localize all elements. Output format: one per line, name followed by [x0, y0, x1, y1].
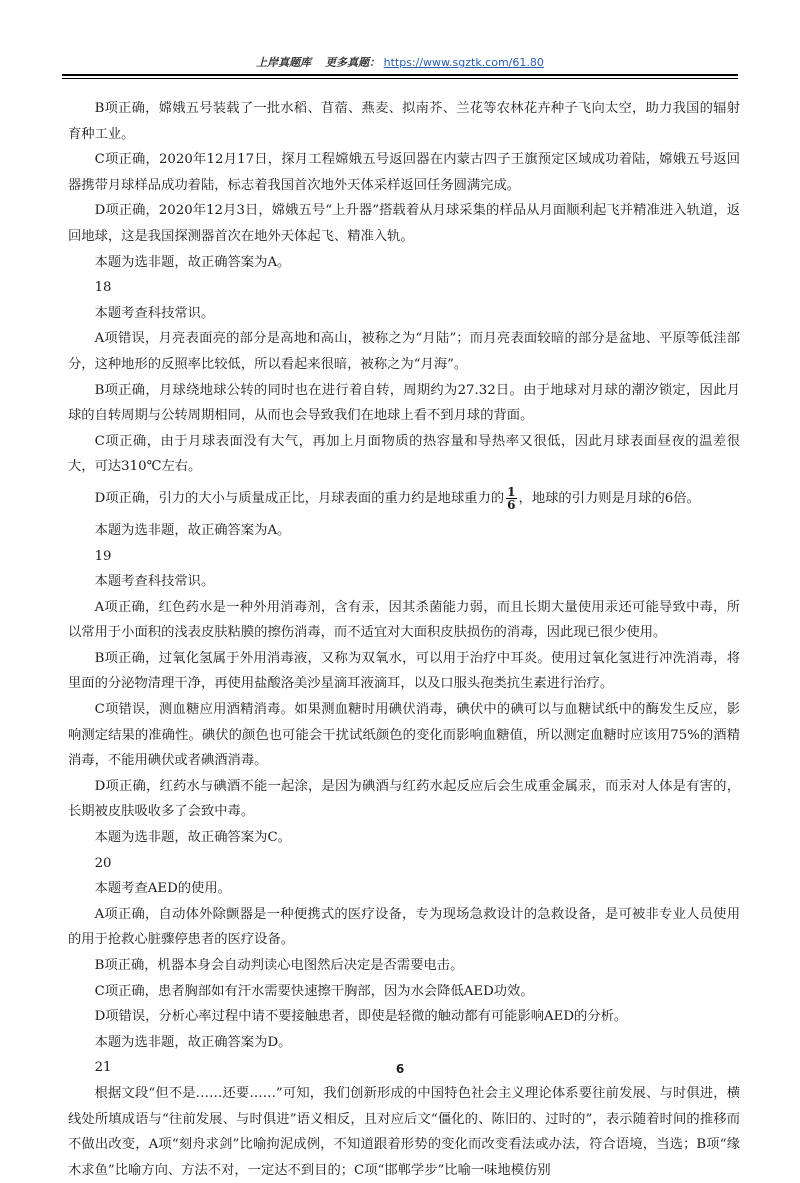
paragraph: B项正确，机器本身会自动判读心电图然后决定是否需要电击。 [94, 958, 464, 973]
paragraph: C项正确，由于月球表面没有大气，再加上月面物质的热容量和导热率又很低，因此月球表面昼夜的温差很大，可达310℃左右。 [68, 433, 740, 475]
fraction-numerator: 1 [507, 484, 516, 499]
question-number: 19 [94, 548, 112, 564]
header-rule-thick [62, 74, 738, 76]
paragraph: A项正确，红色药水是一种外用消毒剂，含有汞，因其杀菌能力弱，而且长期大量使用汞还可能导致中毒，所以常用于小面积的浅表皮肤粘膜的擦伤消毒，而不适宜对大面积皮肤损伤的消毒，因此现已很少使用。 [68, 599, 740, 641]
paragraph-with-fraction [68, 480, 740, 518]
fraction-text-after: ，地球的引力则是月球的6倍。 [518, 490, 700, 506]
paragraph: D项正确，红药水与碘酒不能一起涂，是因为碘酒与红药水起反应后会生成重金属汞，而汞对人体是有害的，长期被皮肤吸收多了会致中毒。 [68, 778, 740, 820]
paragraph: A项正确，自动体外除颤器是一种便携式的医疗设备，专为现场急救设计的急救设备，是可被非专业人员使用的用于抢救心脏骤停患者的医疗设备。 [68, 906, 740, 948]
more-questions-label: 更多真题： [325, 56, 381, 69]
paragraph: B项正确，月球绕地球公转的同时也在进行着自转，周期约为27.32日。由于地球对月球的潮汐锁定，因此月球的自转周期与公转周期相同，从而也会导致我们在地球上看不到月球的背面。 [68, 382, 740, 424]
paragraph: 本题考查科技常识。 [94, 574, 215, 590]
question-number: 21 [94, 1060, 112, 1076]
paragraph: 根据文段“但不是……还要……”可知，我们创新形成的中国特色社会主义理论体系要往前发展、与时俱进，横线处所填成语与“往前发展、与时俱进”语义相反，且对应后文“僵化的、陈旧的、过时的”，表示随着时间的推移而不做出改变，A项“刻舟求剑”比喻拘泥成例，不知道跟着形势的变化而改变看法或办法，符合语境，当选；B项“缘木求鱼”比喻方向、方法不对，一定达不到目的；C项“邯郸学步”比喻一味地模仿别 [68, 1085, 740, 1178]
fraction-denominator: 6 [507, 497, 516, 512]
paragraph: 本题为选非题，故正确答案为D。 [94, 1034, 292, 1050]
paragraph: 本题为选非题，故正确答案为A。 [94, 522, 291, 538]
page-header [0, 54, 800, 70]
question-number: 18 [94, 280, 112, 296]
paragraph: D项错误，分析心率过程中请不要接触患者，即使是轻微的触动都有可能影响AED的分析。 [94, 1009, 628, 1025]
fraction-text-before: D项正确，引力的大小与质量成正比，月球表面的重力约是地球重力的 [94, 490, 505, 506]
paragraph: 本题考查AED的使用。 [94, 881, 231, 897]
paragraph: A项错误，月亮表面亮的部分是高地和高山，被称之为“月陆”；而月亮表面较暗的部分是盆地、平原等低洼部分，这种地形的反照率比较低，所以看起来很暗，被称之为“月海”。 [68, 331, 740, 372]
paragraph: B项正确，过氧化氢属于外用消毒液，又称为双氧水，可以用于治疗中耳炎。使用过氧化氢进行冲洗消毒，将里面的分泌物清理干净，再使用盐酸洛美沙星滴耳液滴耳，以及口服头孢类抗生素进行治疗。 [68, 650, 740, 692]
paragraph: 本题为选非题，故正确答案为C。 [94, 830, 291, 846]
document-body [68, 96, 740, 1183]
page-number: 6 [395, 1062, 405, 1076]
fraction [506, 486, 516, 511]
paragraph: B项正确，嫦娥五号装载了一批水稻、苜蓿、燕麦、拟南芥、兰花等农林花卉种子飞向太空，助力我国的辐射育种工业。 [68, 101, 740, 142]
site-link[interactable]: https://www.sgztk.com/61.80 [383, 56, 544, 69]
question-number: 20 [94, 855, 112, 871]
paragraph: 本题考查科技常识。 [94, 305, 215, 321]
paragraph: C项正确，2020年12月17日，探月工程嫦娥五号返回器在内蒙古四子王旗预定区域成功着陆，嫦娥五号返回器携带月球样品成功着陆，标志着我国首次地外天体采样返回任务圆满完成。 [68, 152, 740, 193]
paragraph: 本题为选非题，故正确答案为A。 [94, 254, 291, 270]
header-rule-thin [62, 78, 738, 79]
paragraph: C项正确，患者胸部如有汗水需要快速擦干胸部，因为水会降低AED功效。 [94, 983, 534, 999]
paragraph: C项错误，测血糖应用酒精消毒。如果测血糖时用碘伏消毒，碘伏中的碘可以与血糖试纸中的酶发生反应，影响测定结果的准确性。碘伏的颜色也可能会干扰试纸颜色的变化而影响血糖值，所以测定血糖时应该用75%的酒精消毒，不能用碘伏或者碘酒消毒。 [68, 702, 740, 769]
brand-name: 上岸真题库 [256, 56, 312, 69]
paragraph: D项正确，2020年12月3日，嫦娥五号“上升器”搭载着从月球采集的样品从月面顺利起飞并精准进入轨道，返回地球，这是我国探测器首次在地外天体起飞、精准入轨。 [68, 203, 740, 244]
